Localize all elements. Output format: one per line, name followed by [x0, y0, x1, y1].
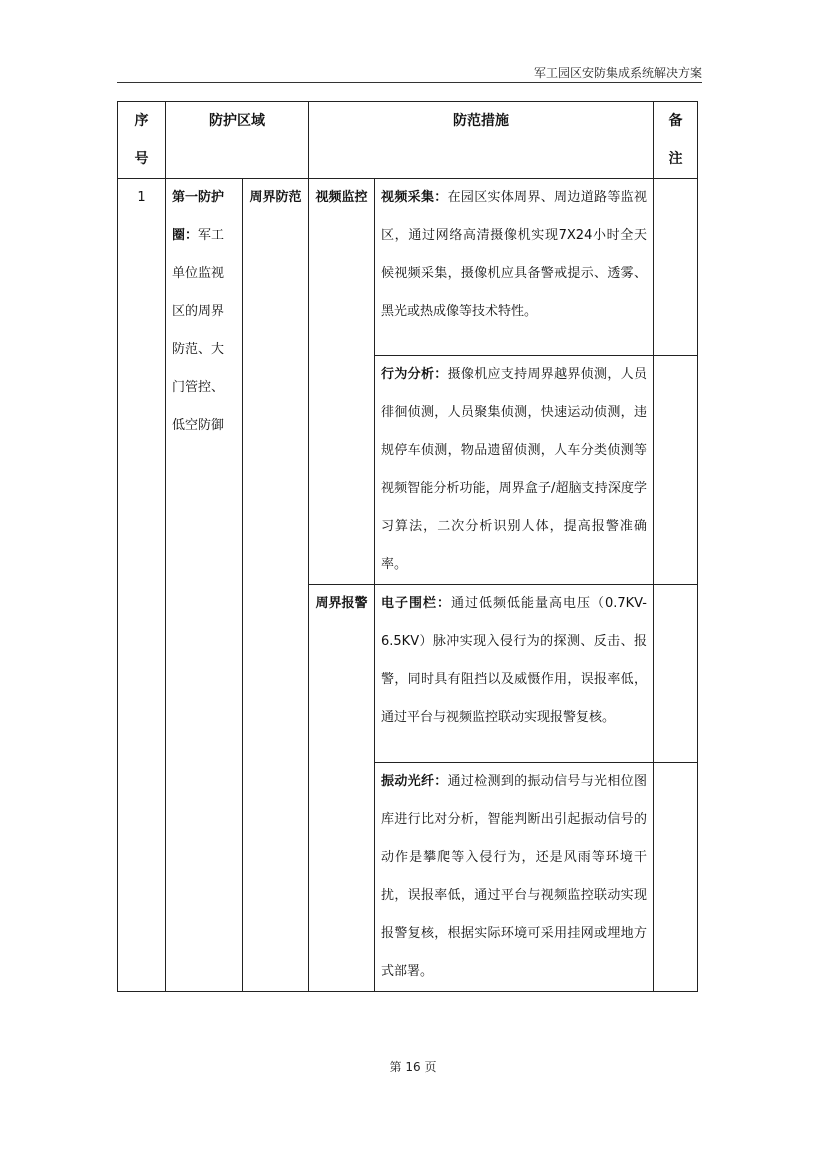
measure-behavior-analysis: 行为分析：摄像机应支持周界越界侦测，人员徘徊侦测，人员聚集侦测，快速运动侦测，违规停车侦测，物品遗留侦测，人车分类侦测等视频智能分析功能，周界盒子/超脑支持深度学习算法，二次分析识别人体，提高报警准确率。	[375, 356, 654, 585]
remark-cell	[654, 585, 698, 763]
remark-cell	[654, 763, 698, 992]
row-sub-area: 周界防范	[243, 179, 309, 992]
remark-cell	[654, 356, 698, 585]
category-perimeter-alarm: 周界报警	[309, 585, 375, 992]
table-row	[118, 179, 698, 356]
row-protection-circle: 第一防护圈：军工单位监视区的周界防范、大门管控、低空防御	[166, 179, 243, 992]
page-number: 第 16 页	[389, 1060, 437, 1074]
header-seq: 序 号	[118, 102, 166, 179]
remark-cell	[654, 179, 698, 356]
protection-measures-table	[117, 101, 698, 992]
measure-vibration-fiber: 振动光纤：通过检测到的振动信号与光相位图库进行比对分析，智能判断出引起振动信号的动作是攀爬等入侵行为，还是风雨等环境干扰，误报率低，通过平台与视频监控联动实现报警复核，根据实际环境可采用挂网或埋地方式部署。	[375, 763, 654, 992]
header-measures: 防范措施	[309, 102, 654, 179]
header-area: 防护区域	[166, 102, 309, 179]
measure-video-capture: 视频采集：在园区实体周界、周边道路等监视区，通过网络高清摄像机实现7X24小时全天候视频采集，摄像机应具备警戒提示、透雾、黑光或热成像等技术特性。	[375, 179, 654, 356]
header-divider	[117, 82, 702, 83]
table-header-row	[118, 102, 698, 179]
header-remark: 备 注	[654, 102, 698, 179]
row-seq: 1	[118, 179, 166, 992]
measure-electric-fence: 电子围栏：通过低频低能量高电压（0.7KV-6.5KV）脉冲实现入侵行为的探测、反击、报警，同时具有阻挡以及威慑作用，误报率低，通过平台与视频监控联动实现报警复核。	[375, 585, 654, 763]
document-header-title: 军工园区安防集成系统解决方案	[533, 66, 702, 80]
category-video-surveillance: 视频监控	[309, 179, 375, 585]
